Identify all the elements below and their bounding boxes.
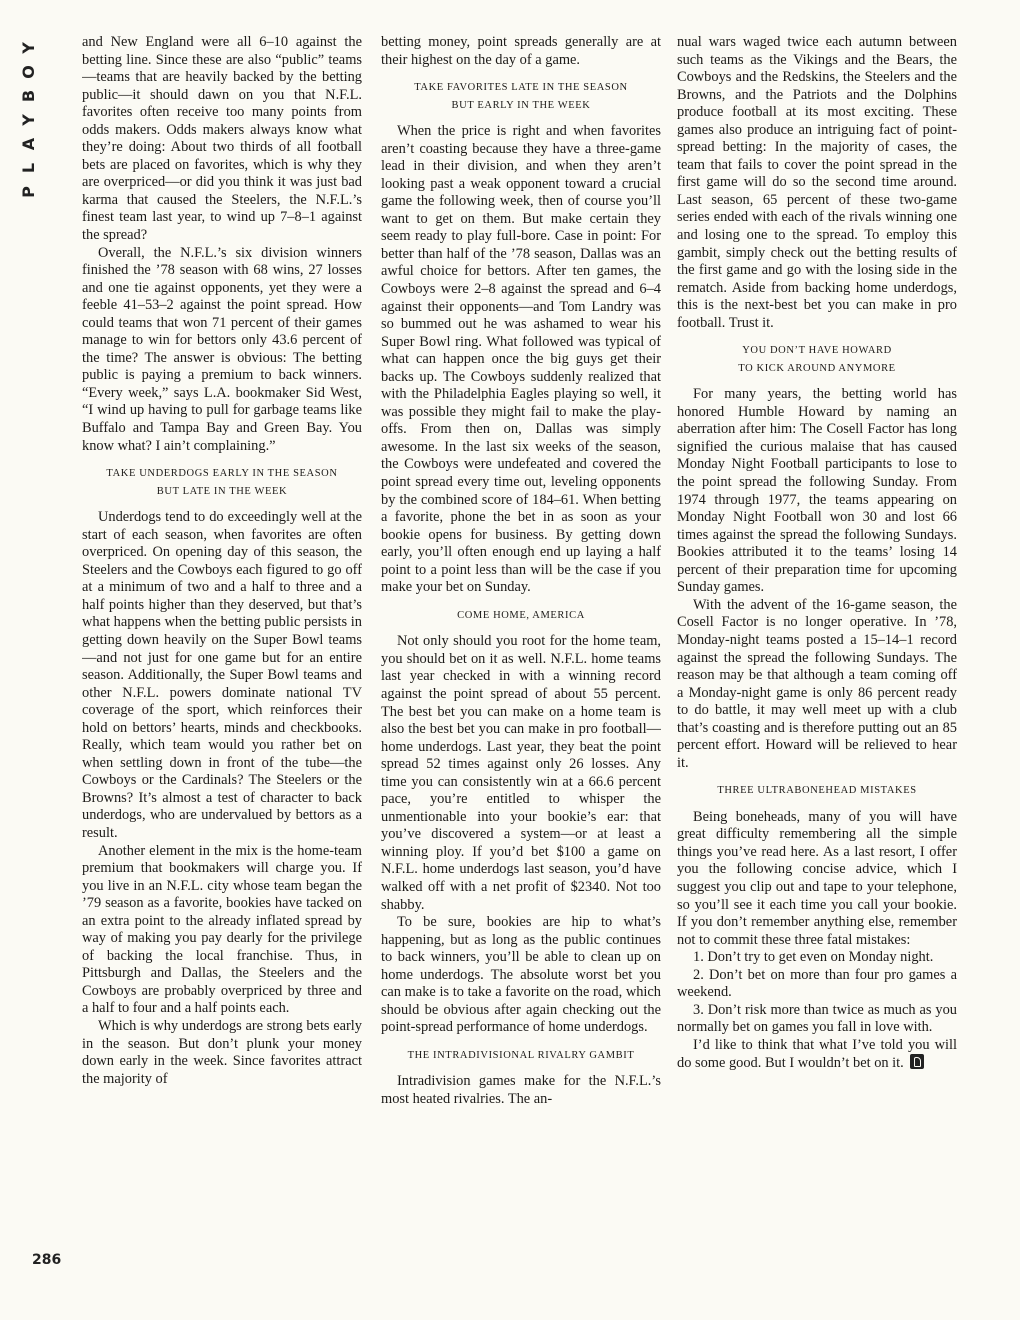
section-heading-line: TAKE UNDERDOGS EARLY IN THE SEASON [106,468,338,480]
paragraph: Underdogs tend to do exceedingly well at the start of each season, when favorites are often overpriced. On opening day of this season, the Steelers and the Cowboys each figured to go off at a minimum of two and a half to three and a half points higher than they deserved, but that’s what happens when the betting public persists in getting down heavily on the Super Bowl teams—and not just for one game but for an entire season. Additionally, the Super Bowl teams and other N.F.L. powers dominate national TV coverage of the sport, which reinforces their hold on bettors’ hearts, minds and checkbooks. Really, which team would you rather bet on when settling down in front of the tube—the Cowboys or the Cardinals? The Steelers or the Browns? It’s almost a test of character to back underdogs, who are undervalued by bettors as a result. [82,509,362,841]
masthead-letter: B [18,89,38,103]
section-heading-line: BUT LATE IN THE WEEK [156,485,288,497]
section-heading-line: YOU DON’T HAVE HOWARD [742,345,892,357]
rabbit-endmark-icon [910,1054,924,1069]
magazine-masthead [18,36,42,204]
section-heading-line: TAKE FAVORITES LATE IN THE SEASON [414,82,628,94]
list-item: 1. Don’t try to get even on Monday night. [693,949,934,966]
list-item: 2. Don’t bet on more than four pro games a weekend. [677,966,957,1001]
section-heading [677,342,957,377]
section-heading-line: TO KICK AROUND ANYMORE [738,362,896,374]
paragraph: With the advent of the 16-game season, the Cosell Factor is no longer operative. In ’78, Monday-night teams posted a 15–14–1 record against the spread the following Sundays. The reason may be that although a team coming off a Monday-night game is only 86 percent ready to do battle, it may well meet up with a club that’s coasting and is therefore putting out an 85 percent effort. Howard will be relieved to hear it. [677,596,957,771]
paragraph: and New England were all 6–10 against the betting line. Since these are also “public” teams—teams that are heavily backed by the betting public—it should dawn on you that N.F.L. favorites often receive too many points from odds makers. Odds makers always know what they’re doing: About two thirds of all football bets are placed on favorites, which is why they are overpriced—or did you think it was just bad karma that caused the Steelers, the N.F.L.’s finest team last year, to wind up 7–8–1 against the spread? [82,34,362,244]
column-2 [381,34,661,1274]
paragraph: nual wars waged twice each autumn between such teams as the Vikings and the Bears, the Cowboys and the Redskins, the Steelers and the Browns, and the Patriots and the Dolphins produce football at its most exciting. These games also produce an intriguing fact of point-spread betting: In the majority of cases, the team that fails to cover the point spread in the first game will do so the second time around. Last season, 65 percent of these two-game series ended with each of the rivals winning one and losing one to the spread. To employ this gambit, simply check out the betting results of the first game and go with the losing side in the rematch. Aside from backing home underdogs, this is the next-best bet you can make in pro football. Trust it. [677,34,957,331]
paragraph: Not only should you root for the home team, you should bet on it as well. N.F.L. home teams last year checked in with a winning record against the point spread of about 55 percent. The best bet you can make on a home team is also the best bet you can make in pro football—home underdogs. Last year, they beat the point spread 52 times against only 26 losses. Any time you can consistently win at a 66.6 percent pace, you’re entitled to whisper the unmentionable into your bookie’s ear: that you’ve discovered a system—or at least a winning ploy. If you’d bet $100 a game on N.F.L. home underdogs last season, you’d have walked off with a net profit of $2340. Not too shabby. [381,633,661,913]
masthead-letter: P [18,186,38,198]
masthead-letter: Y [19,114,38,126]
section-heading [381,79,661,114]
list-item: 3. Don’t risk more than twice as much as you normally bet on games you fall in love with. [677,1001,957,1036]
section-heading: COME HOME, AMERICA [457,609,585,621]
section-heading-line: BUT EARLY IN THE WEEK [451,99,591,111]
column-1 [82,34,362,1274]
page-number: 286 [32,1252,62,1268]
masthead-letter: Y [19,42,38,54]
masthead-letter: O [18,65,38,79]
section-heading: THE INTRADIVISIONAL RIVALRY GAMBIT [407,1049,635,1061]
paragraph: betting money, point spreads generally are at their highest on the day of a game. [381,34,661,68]
paragraph: Which is why underdogs are strong bets early in the season. But don’t plunk your money down early in the week. Since favorites attract the majority of [82,1017,362,1087]
paragraph: Intradivision games make for the N.F.L.’s most heated rivalries. The an- [381,1073,661,1107]
section-heading [82,465,362,500]
closing-text: I’d like to think that what I’ve told you will do some good. But I wouldn’t bet on it. [677,1036,957,1072]
paragraph: Being boneheads, many of you will have great difficulty remembering all the simple things you’ve read here. As a last resort, I offer you the following concise advice, which I suggest you clip out and tape to your telephone, so you’ll see it each time you call your bookie. If you don’t remember anything else, remember not to commit these three fatal mistakes: [677,808,957,948]
masthead-letter: L [18,162,38,174]
section-heading: THREE ULTRABONEHEAD MISTAKES [717,785,917,797]
column-3 [677,34,957,1274]
paragraph: To be sure, bookies are hip to what’s happening, but as long as the public continues to back winners, you’ll be able to clean up on home underdogs. The absolute worst bet you can make is to take a favorite on the road, which should be obvious after again checking out the point-spread performance of home underdogs. [381,914,661,1036]
paragraph: For many years, the betting world has honored Humble Howard by naming an aberration after him: The Cosell Factor has long signified the curious malaise that has caused Monday Night Football participants to lose to the point spread the following Sunday. From 1974 through 1977, the teams appearing on Monday Night Football won 30 and lost 66 times against the spread the following Sundays. Bookies attributed it to the teams’ losing 14 percent of their preparation time for upcoming Sunday games. [677,386,957,596]
masthead-letter: A [18,137,38,151]
paragraph [677,1037,957,1073]
paragraph: Another element in the mix is the home-team premium that bookmakers will charge you. If you live in an N.F.L. city whose team began the ’79 season as a favorite, bookies have tacked on an extra point to the already inflated spread by way of making you pay dearly for the privilege of backing the local franchise. Thus, in Pittsburgh and Dallas, the Steelers and the Cowboys are probably overpriced by three and a half to four and a half points each. [82,842,362,1017]
paragraph: When the price is right and when favorites aren’t coasting because they have a three-game lead in their division, and when they aren’t looking past a weak opponent toward a crucial game the following week, then of course you’ll want to get on them. But make certain they seem ready to play full-bore. Case in point: For better than half of the ’78 season, Dallas was an awful choice for bettors. After ten games, the Cowboys were 2–8 against the spread and 6–4 against their opponents—and Tom Landry was so bummed out he was ashamed to wear his Super Bowl ring. What followed was typical of what can happen once the big guys get their backs up. The Cowboys suddenly realized that with the Philadelphia Eagles playing so well, it was possible they might fail to make the play-offs. From then on, Dallas was simply awesome. In the last six weeks of the season, the Cowboys were undefeated and covered the point spread every time out, leveling opponents by the combined score of 184–61. When betting a favorite, phone the bet in as soon as your bookie opens for business. By getting down early, you’ll often enough end up laying a half point to a point less than will be the case if you make your bet on Sunday. [381,123,661,596]
paragraph: Overall, the N.F.L.’s six division winners finished the ’78 season with 68 wins, 27 losses and one tie against opponents, yet they were a feeble 41–53–2 against the point spread. How could teams that won 71 percent of their games manage to win for bettors only 43.6 percent of the time? The answer is obvious: The betting public is paying a premium to back winners. “Every week,” says L.A. bookmaker Sid West, “I wind up having to pull for garbage teams like Buffalo and Tampa Bay and Green Bay. You know what? I ain’t complaining.” [82,244,362,454]
